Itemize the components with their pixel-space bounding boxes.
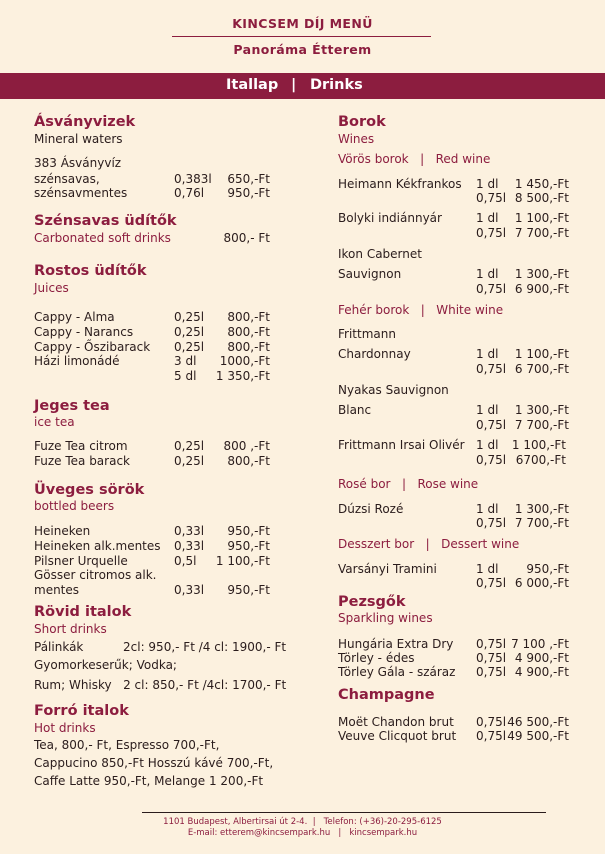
wine-price: 6700,-Ft (515, 453, 566, 467)
wine-size: 1 dl (476, 438, 499, 452)
item-size: 0,25l (174, 340, 205, 354)
wine-price: 6 700,-Ft (514, 362, 569, 376)
wine-price: 7 700,-Ft (514, 418, 569, 432)
wine-name: Ikon Cabernet (338, 247, 422, 261)
wine-size: 0,75l (476, 282, 507, 296)
sparkling-size: 0,75l (476, 637, 507, 651)
wine-size: 1 dl (476, 267, 499, 281)
item-price: 800,-Ft (227, 310, 270, 324)
item-price: 950,-Ft (227, 539, 270, 553)
item-size: 0,25l (174, 454, 205, 468)
item-name: Gyomorkeserűk; Vodka; (34, 658, 177, 672)
item-price: 800,-Ft (227, 340, 270, 354)
champagne-name: Moët Chandon brut (338, 715, 454, 729)
item-name: Caffe Latte 950,-Ft, Melange 1 200,-Ft (34, 774, 264, 788)
section-subtitle-short-drinks: Short drinks (34, 622, 107, 636)
wine-name: Frittmann Irsai Olivér (338, 438, 465, 452)
item-name: Heineken alk.mentes (34, 539, 161, 553)
section-subtitle-sparkling: Sparkling wines (338, 611, 433, 625)
item-name: Rum; Whisky 2 cl: 850,- Ft /4cl: 1700,- Ft (34, 678, 287, 692)
item-size: 0,33l (174, 524, 205, 538)
wine-name: Sauvignon (338, 267, 402, 281)
sparkling-price: 7 100 ,-Ft (511, 637, 569, 651)
restaurant-name: Panoráma Étterem (233, 42, 372, 57)
wine-price: 8 500,-Ft (514, 191, 569, 205)
section-title-wines: Borok (338, 114, 386, 130)
wine-size: 0,75l (476, 576, 507, 590)
wine-price: 1 300,-Ft (514, 502, 569, 516)
item-name: Házi limonádé (34, 354, 120, 368)
wine-price: 7 700,-Ft (514, 516, 569, 530)
section-title-beers: Üveges sörök (34, 482, 145, 498)
section-subtitle-hot-drinks: Hot drinks (34, 721, 96, 735)
section-band (0, 73, 605, 99)
item-size: 0,33l (174, 583, 205, 597)
section-subtitle-soft-drinks: Carbonated soft drinks (34, 231, 171, 245)
item-price: 800 ,-Ft (223, 439, 270, 453)
wine-price: 1 450,-Ft (514, 177, 569, 191)
wine-size: 0,75l (476, 191, 507, 205)
section-subtitle-mineral: Mineral waters (34, 132, 123, 146)
item-name: Fuze Tea barack (34, 454, 130, 468)
champagne-price: 46 500,-Ft (507, 715, 569, 729)
section-title-hot-drinks: Forró italok (34, 703, 129, 719)
wine-size: 0,75l (476, 226, 507, 240)
item-name: Cappucino 850,-Ft Hosszú kávé 700,-Ft, (34, 756, 274, 770)
item-size: 0,25l (174, 325, 205, 339)
item-name: Gösser citromos alk. (34, 568, 157, 582)
wine-name: Nyakas Sauvignon (338, 383, 449, 397)
item-price: 800,-Ft (227, 454, 270, 468)
wine-price: 1 300,-Ft (514, 403, 569, 417)
wine-name: Blanc (338, 403, 372, 417)
wine-price: 950,-Ft (526, 562, 569, 576)
item-name: mentes (34, 583, 80, 597)
sparkling-name: Törley - édes (338, 651, 415, 665)
item-size: 0,5l (174, 554, 197, 568)
section-subtitle-ice-tea: ice tea (34, 415, 75, 429)
item-name: Cappy - Őszibarack (34, 340, 151, 354)
item-size: 5 dl (174, 369, 197, 383)
wine-price: 6 000,-Ft (514, 576, 569, 590)
sparkling-price: 4 900,-Ft (514, 665, 569, 679)
section-subtitle-beers: bottled beers (34, 499, 115, 513)
item-price: 650,-Ft (227, 172, 270, 186)
wine-size: 0,75l (476, 516, 507, 530)
item-price: 800,-Ft (227, 325, 270, 339)
item-name: Cappy - Alma (34, 310, 115, 324)
item-price: 1000,-Ft (219, 354, 270, 368)
sparkling-price: 4 900,-Ft (514, 651, 569, 665)
wine-size: 0,75l (476, 453, 507, 467)
footer-divider (142, 812, 546, 813)
section-title-juices: Rostos üdítők (34, 263, 147, 279)
champagne-price: 49 500,-Ft (507, 729, 569, 743)
item-size: 3 dl (174, 354, 197, 368)
wine-size: 0,75l (476, 362, 507, 376)
wine-price: 1 100,-Ft (511, 438, 566, 452)
sparkling-size: 0,75l (476, 651, 507, 665)
band-title-en: Drinks (310, 77, 363, 93)
menu-title: KINCSEM DÍJ MENÜ (232, 16, 373, 31)
champagne-size: 0,75l (476, 729, 507, 743)
subsection-rose-wine: Rosé bor | Rose wine (338, 477, 479, 491)
section-title-sparkling: Pezsgők (338, 594, 406, 610)
item-size: 0,33l (174, 539, 205, 553)
item-price: 1 100,-Ft (215, 554, 270, 568)
wine-price: 6 900,-Ft (514, 282, 569, 296)
wine-price: 1 100,-Ft (514, 347, 569, 361)
subsection-white-wine: Fehér borok | White wine (338, 303, 504, 317)
section-title-soft-drinks: Szénsavas üdítők (34, 213, 177, 229)
footer-address: 1101 Budapest, Albertirsai út 2-4. | Telefon: (+36)-20-295-6125 (163, 817, 442, 827)
footer-contact: E-mail: etterem@kincsempark.hu | kincsempark.hu (187, 828, 418, 838)
wine-size: 1 dl (476, 502, 499, 516)
item-name: Fuze Tea citrom (34, 439, 128, 453)
sparkling-name: Törley Gála - száraz (338, 665, 456, 679)
item-size: 0,25l (174, 439, 205, 453)
item-name: szénsavas, (34, 172, 100, 186)
section-subtitle-wines: Wines (338, 132, 375, 146)
wine-name: Heimann Kékfrankos (338, 177, 462, 191)
champagne-name: Veuve Clicquot brut (338, 729, 457, 743)
wine-name: Varsányi Tramini (338, 562, 437, 576)
section-title-champagne: Champagne (338, 687, 435, 703)
item-price: 950,-Ft (227, 524, 270, 538)
section-subtitle-juices: Juices (34, 281, 69, 295)
item-price: 950,-Ft (227, 583, 270, 597)
item-price: 2cl: 950,- Ft /4 cl: 1900,- Ft (123, 640, 287, 654)
item-name: Tea, 800,- Ft, Espresso 700,-Ft, (34, 738, 220, 752)
subsection-red-wine: Vörös borok | Red wine (338, 152, 491, 166)
item-name: szénsavmentes (34, 186, 128, 200)
item-name: 383 Ásványvíz (34, 156, 122, 170)
item-price: 1 350,-Ft (215, 369, 270, 383)
item-name: Pálinkák (34, 640, 84, 654)
item-name: Cappy - Narancs (34, 325, 134, 339)
item-price: 950,-Ft (227, 186, 270, 200)
wine-price: 1 100,-Ft (514, 211, 569, 225)
item-size: 0,25l (174, 310, 205, 324)
section-title-mineral: Ásványvizek (34, 114, 136, 130)
section-title-short-drinks: Rövid italok (34, 604, 132, 620)
champagne-size: 0,75l (476, 715, 507, 729)
item-price: 800,- Ft (223, 231, 270, 245)
wine-size: 1 dl (476, 211, 499, 225)
section-title-ice-tea: Jeges tea (34, 398, 110, 414)
wine-size: 1 dl (476, 177, 499, 191)
wine-name: Frittmann (338, 327, 396, 341)
wine-size: 1 dl (476, 347, 499, 361)
sparkling-size: 0,75l (476, 665, 507, 679)
wine-name: Dúzsi Rozé (338, 502, 404, 516)
sparkling-name: Hungária Extra Dry (338, 637, 454, 651)
band-title-hu: Itallap (226, 77, 279, 93)
wine-size: 1 dl (476, 403, 499, 417)
wine-name: Bolyki indiánnyár (338, 211, 442, 225)
subsection-dessert-wine: Desszert bor | Dessert wine (338, 537, 520, 551)
wine-size: 0,75l (476, 418, 507, 432)
wine-size: 1 dl (476, 562, 499, 576)
item-name: Pilsner Urquelle (34, 554, 128, 568)
band-separator: | (291, 77, 297, 93)
item-size: 0,76l (174, 186, 205, 200)
wine-price: 1 300,-Ft (514, 267, 569, 281)
item-name: Heineken (34, 524, 91, 538)
item-size: 0,383l (174, 172, 212, 186)
header-divider (172, 36, 431, 37)
wine-price: 7 700,-Ft (514, 226, 569, 240)
wine-name: Chardonnay (338, 347, 411, 361)
